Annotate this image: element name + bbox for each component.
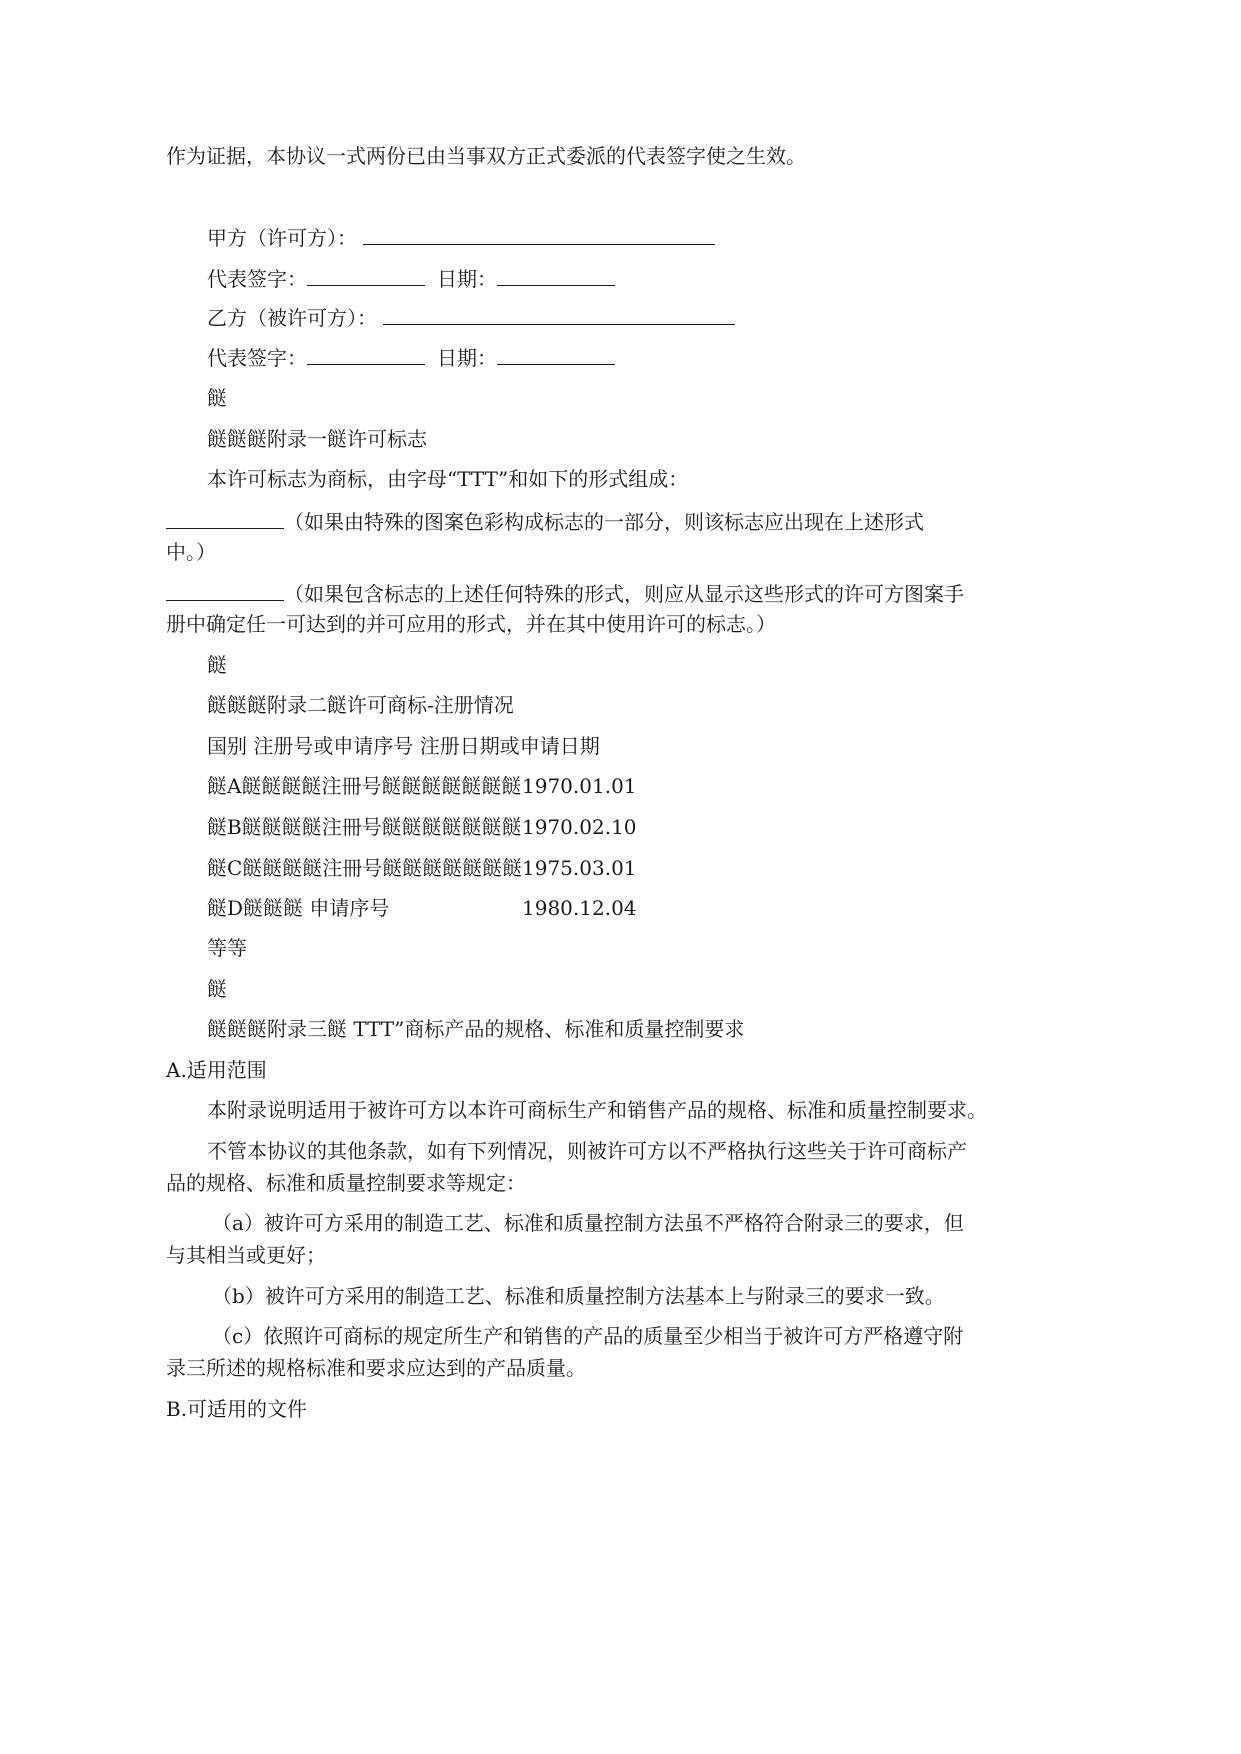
appendix1-intro: 本许可标志为商标，由字母“TTT”和如下的形式组成： [207,467,689,491]
appendix3-p2-line1: 不管本协议的其他条款，如有下列情况，则被许可方以不严格执行这些关于许可商标产 [207,1139,967,1163]
separator-glyph-1: 餸 [207,386,227,410]
appendix3-p2-line2: 品的规格、标准和质量控制要求等规定： [166,1171,526,1195]
note1-blank [166,510,284,529]
row-date: 1970.02.10 [522,815,637,839]
appendix3-heading: 餸餸餸附录三餸 TTT”商标产品的规格、标准和质量控制要求 [207,1017,745,1041]
appendix3-p1: 本附录说明适用于被许可方以本许可商标生产和销售产品的规格、标准和质量控制要求。 [207,1098,987,1122]
rep-sign-label-2: 代表签字： [207,346,307,370]
rep-sign-line-2 [207,346,615,368]
rep-sign-label-1: 代表签字： [207,267,307,291]
table-row [207,898,389,918]
appendix1-note2-line1 [166,582,964,604]
section-b-heading: B.可适用的文件 [166,1397,308,1421]
separator-glyph-2: 餸 [207,653,227,677]
note2-text: （如果包含标志的上述任何特殊的形式，则应从显示这些形式的许可方图案手 [284,582,964,606]
item-c-line2: 录三所述的规格标准和要求应达到的产品质量。 [166,1356,586,1380]
row-country-number: 餸A餸餸餸餸注冊号餸餸餸餸餸餸餸 [207,774,522,798]
row-date: 1975.03.01 [522,856,637,880]
separator-glyph-3: 餸 [207,977,227,1001]
appendix2-table-header: 国别 注册号或申请序号 注册日期或申请日期 [207,734,600,758]
party-b-line [207,306,735,328]
item-a-line2: 与其相当或更好； [166,1243,326,1267]
row-date: 1970.01.01 [522,774,637,798]
appendix1-heading: 餸餸餸附录一餸许可标志 [207,427,427,451]
row-country-number: 餸C餸餸餸餸注冊号餸餸餸餸餸餸餸 [207,856,523,880]
party-a-label: 甲方（许可方）： [207,226,357,250]
party-b-blank [383,306,735,325]
date-label-2: 日期： [437,346,497,370]
section-a-heading: A.适用范围 [166,1058,267,1082]
note2-blank [166,582,284,601]
appendix1-note1-line1 [166,510,924,532]
rep-sign-line-1 [207,267,615,289]
table-row [207,817,522,837]
item-c-line1: （c）依照许可商标的规定所生产和销售的产品的质量至少相当于被许可方严格遵守附 [212,1324,964,1348]
appendix2-heading: 餸餸餸附录二餸许可商标-注册情况 [207,693,514,717]
date-blank-2 [497,346,615,365]
table-row [207,858,522,878]
party-b-label: 乙方（被许可方）： [207,306,377,330]
party-a-blank [363,226,715,245]
appendix1-note1-line2: 中。） [166,540,216,564]
date-blank-1 [497,267,615,286]
appendix1-note2-line2: 册中确定任一可达到的并可应用的形式，并在其中使用许可的标志。） [166,612,776,636]
date-label-1: 日期： [437,267,497,291]
table-row [207,776,521,796]
intro-paragraph: 作为证据，本协议一式两份已由当事双方正式委派的代表签字使之生效。 [166,144,806,168]
item-a-line1: （a）被许可方采用的制造工艺、标准和质量控制方法虽不严格符合附录三的要求，但 [212,1211,964,1235]
appendix2-etc: 等等 [207,936,247,960]
item-b-line1: （b）被许可方采用的制造工艺、标准和质量控制方法基本上与附录三的要求一致。 [212,1284,945,1308]
party-a-line [207,226,715,248]
rep-sign-blank-1 [307,267,425,286]
row-country-number: 餸D餸餸餸 申请序号 [207,896,390,920]
note1-text: （如果由特殊的图案色彩构成标志的一部分，则该标志应出现在上述形式 [284,510,924,534]
row-country-number: 餸B餸餸餸餸注冊号餸餸餸餸餸餸餸 [207,815,522,839]
row-date: 1980.12.04 [522,896,637,920]
rep-sign-blank-2 [307,346,425,365]
